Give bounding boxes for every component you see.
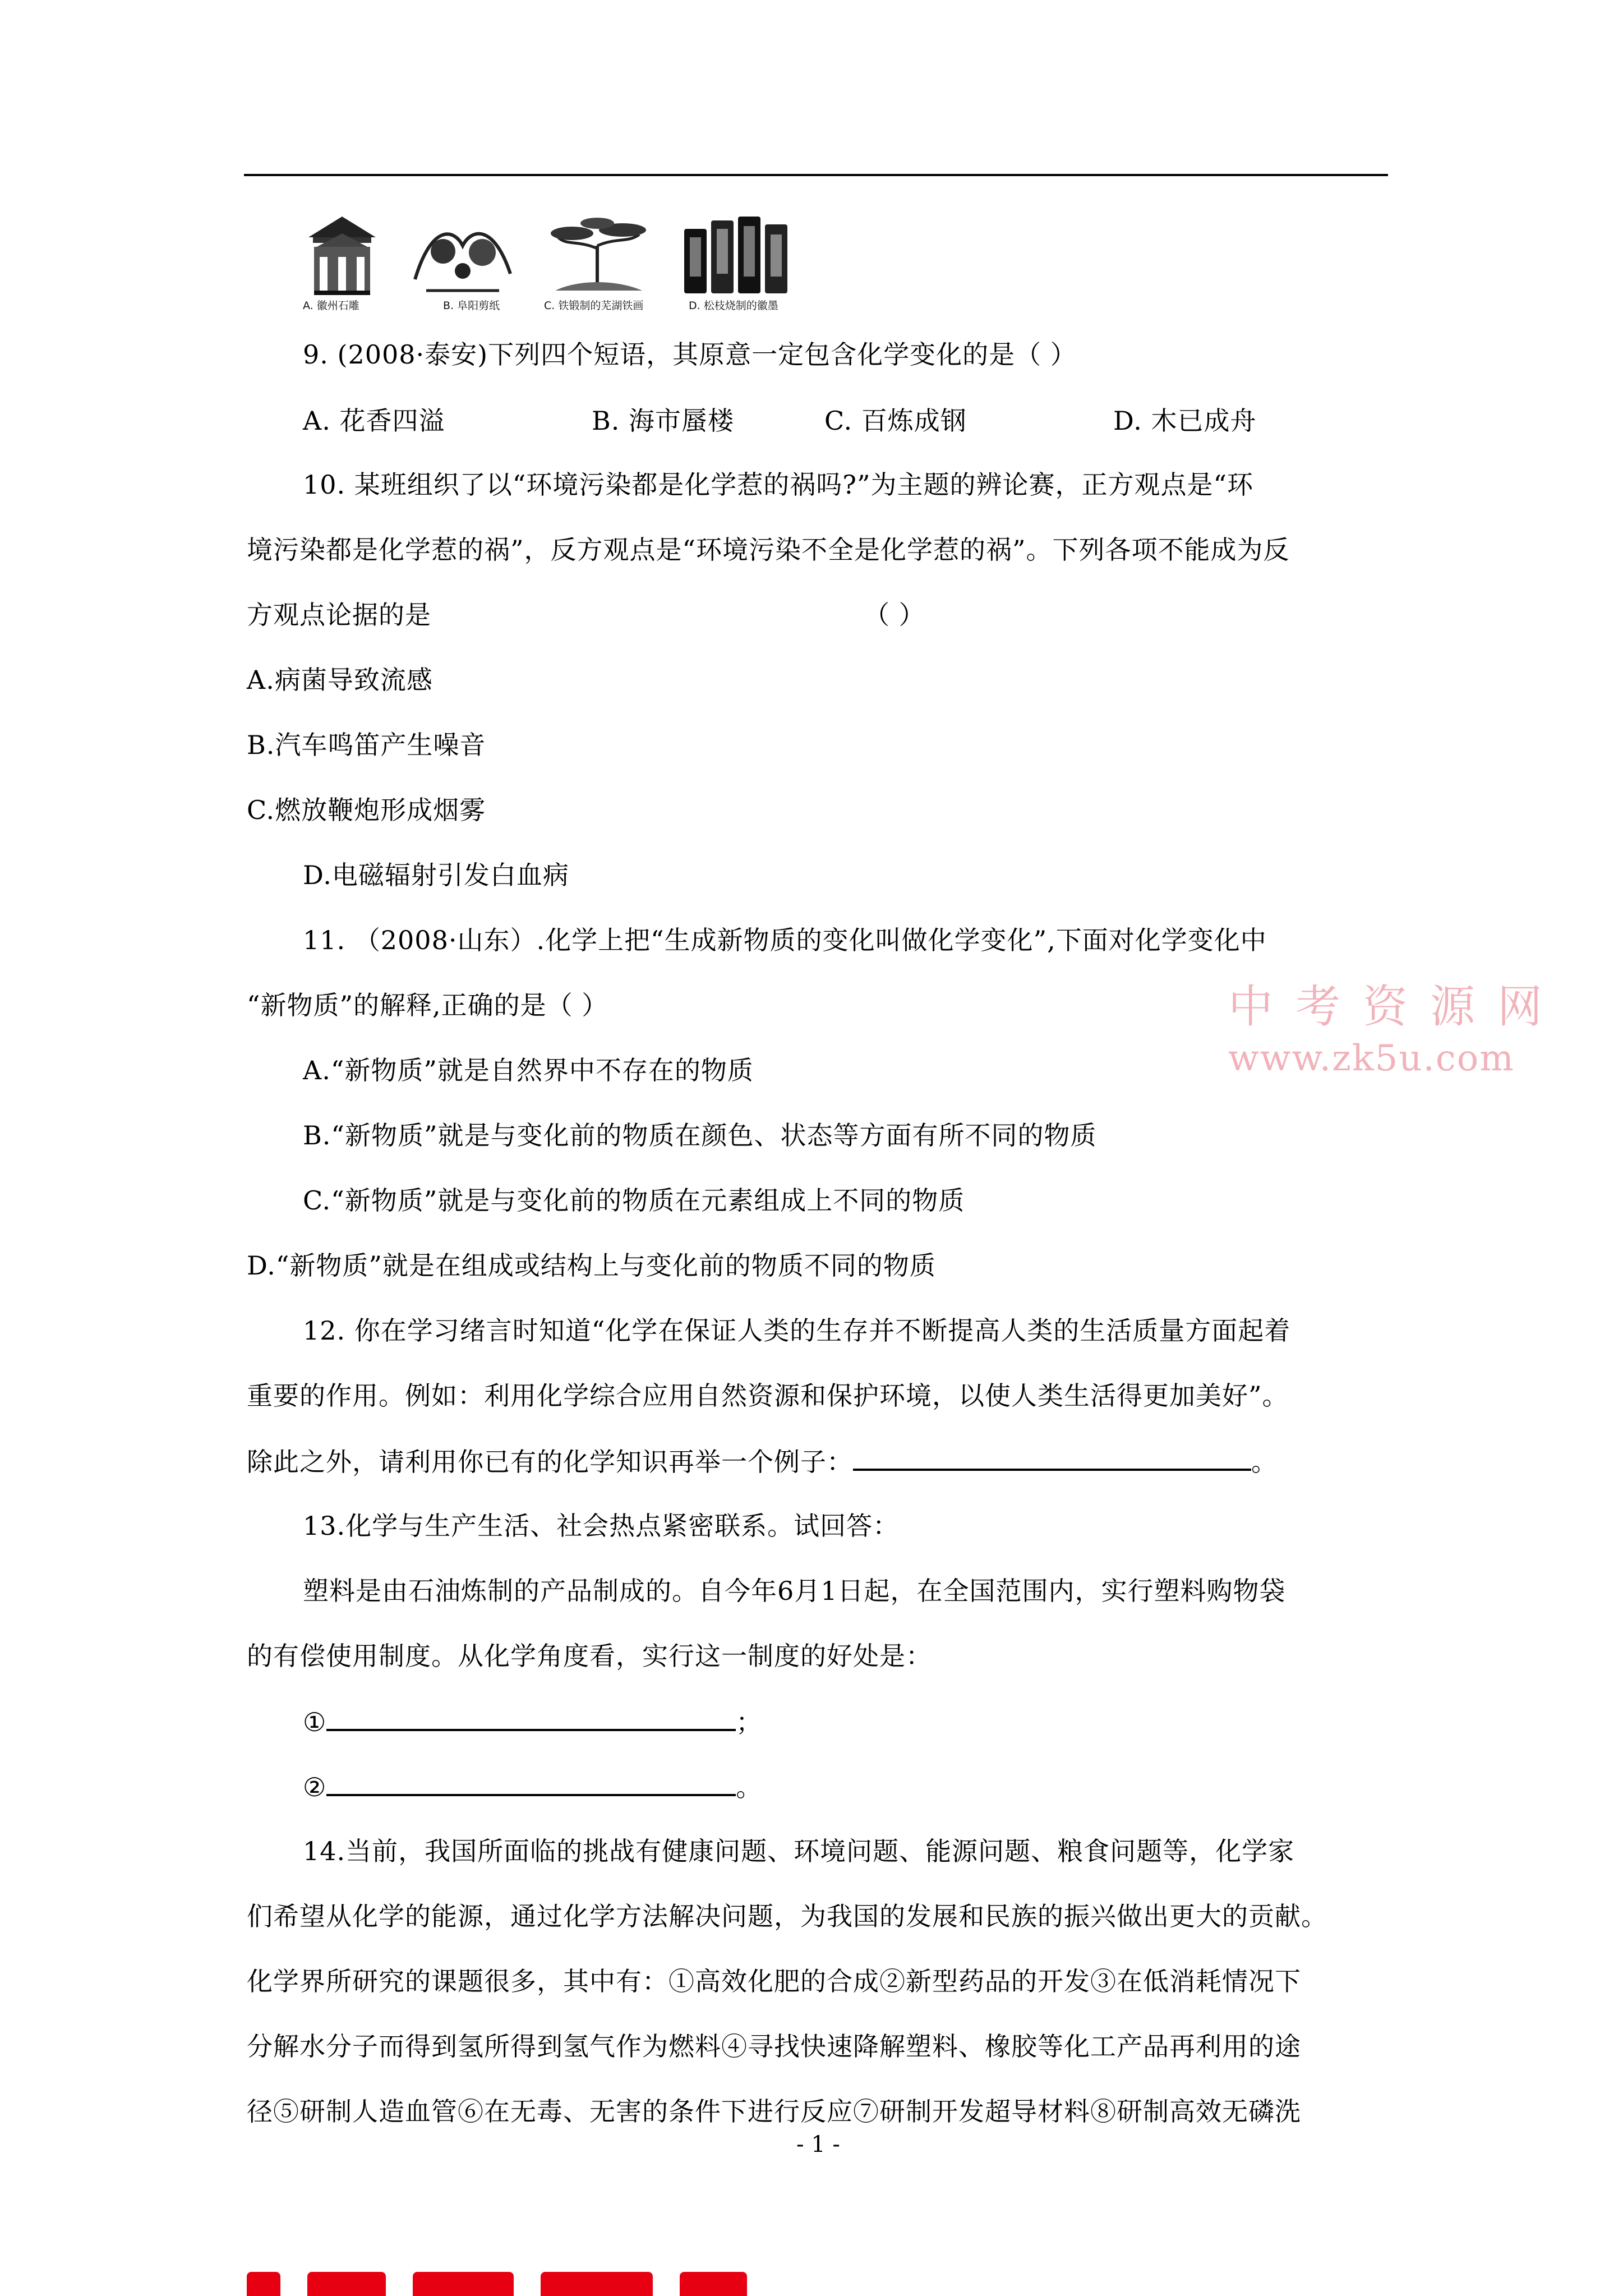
q10-option-d: D.电磁辐射引发白血病: [303, 860, 569, 890]
q13-end-2: 。: [736, 1772, 763, 1802]
question-12-line-1: 12. 你在学习绪言时知道“化学在保证人类的生存并不断提高人类的生活质量方面起着: [303, 1315, 1291, 1346]
q9-option-d: D. 木已成舟: [1113, 406, 1257, 436]
question-10-line-3: 方观点论据的是: [247, 600, 431, 630]
caption-b: B. 阜阳剪纸: [443, 300, 500, 312]
iron-painting-illustration: [544, 212, 651, 296]
q10-option-b: B.汽车鸣笛产生噪音: [247, 730, 486, 760]
q13-marker-1: ①: [303, 1707, 327, 1737]
question-11-line-1: 11. （2008·山东）.化学上把“生成新物质的变化叫做化学变化”,下面对化学变化中: [303, 925, 1267, 955]
watermark-url: www.zk5u.com: [1228, 1038, 1515, 1079]
question-14-line-1: 14.当前，我国所面临的挑战有健康问题、环境问题、能源问题、粮食问题等，化学家: [303, 1836, 1295, 1866]
q12-answer-blank[interactable]: [853, 1444, 1251, 1471]
ink-sticks-illustration: [679, 212, 791, 296]
q11-option-b: B.“新物质”就是与变化前的物质在颜色、状态等方面有所不同的物质: [303, 1120, 1097, 1151]
watermark-chinese: 中考资源网: [1228, 981, 1565, 1033]
question-9: 9. (2008·泰安)下列四个短语，其原意一定包含化学变化的是（ ）: [303, 339, 1077, 370]
question-14-line-3: 化学界所研究的课题很多，其中有：①高效化肥的合成②新型药品的开发③在低消耗情况下: [247, 1966, 1301, 1996]
caption-c: C. 铁锻制的芜湖铁画: [544, 300, 644, 312]
q11-option-c: C.“新物质”就是与变化前的物质在元素组成上不同的物质: [303, 1185, 965, 1216]
q10-option-c: C.燃放鞭炮形成烟雾: [247, 795, 486, 825]
illustration-strip: [303, 212, 808, 319]
question-11-line-2: “新物质”的解释,正确的是（ ）: [247, 990, 608, 1020]
question-13-line-1: 13.化学与生产生活、社会热点紧密联系。试回答：: [303, 1511, 900, 1541]
q13-answer-blank-2[interactable]: [326, 1769, 736, 1796]
page-number: - 1 -: [796, 2132, 840, 2157]
caption-d: D. 松枝烧制的徽墨: [689, 300, 778, 312]
q11-option-d: D.“新物质”就是在组成或结构上与变化前的物质不同的物质: [247, 1250, 936, 1281]
q9-option-a: A. 花香四溢: [303, 406, 445, 436]
q11-option-a: A.“新物质”就是自然界中不存在的物质: [303, 1055, 754, 1085]
question-14-line-2: 们希望从化学的能源，通过化学方法解决问题，为我国的发展和民族的振兴做出更大的贡献。: [247, 1901, 1327, 1931]
question-10-paren: （ ）: [864, 600, 925, 630]
question-14-line-4: 分解水分子而得到氢所得到氢气作为燃料④寻找快速降解塑料、橡胶等化工产品再利用的途: [247, 2031, 1301, 2062]
question-12-line-3: [247, 1444, 1278, 1479]
q13-answer-1: [303, 1704, 762, 1739]
q10-option-a: A.病菌导致流感: [247, 665, 433, 695]
q13-answer-blank-1[interactable]: [326, 1704, 736, 1731]
stone-carving-illustration: [303, 212, 381, 296]
red-banner-fragment: [247, 2272, 808, 2296]
question-14-line-5: 径⑤研制人造血管⑥在无毒、无害的条件下进行反应⑦研制开发超导材料⑧研制高效无磷洗: [247, 2096, 1301, 2127]
q13-end-1: ；: [736, 1707, 763, 1737]
caption-a: A. 徽州石雕: [303, 300, 359, 312]
q13-marker-2: ②: [303, 1772, 327, 1802]
q12-end: 。: [1251, 1447, 1278, 1477]
question-12-text: 除此之外，请利用你已有的化学知识再举一个例子：: [247, 1447, 853, 1477]
question-10-line-1: 10. 某班组织了以“环境污染都是化学惹的祸吗?”为主题的辨论赛，正方观点是“环: [303, 470, 1253, 500]
header-rule: [244, 174, 1388, 176]
question-13-line-3: 的有偿使用制度。从化学角度看，实行这一制度的好处是：: [247, 1641, 932, 1671]
q9-option-c: C. 百炼成钢: [824, 406, 967, 436]
q13-answer-2: [303, 1769, 762, 1804]
question-10-line-2: 境污染都是化学惹的祸”，反方观点是“环境污染不全是化学惹的祸”。下列各项不能成为反: [247, 535, 1290, 565]
paper-cut-illustration: [409, 212, 516, 296]
question-12-line-2: 重要的作用。例如：利用化学综合应用自然资源和保护环境，以使人类生活得更加美好”。: [247, 1381, 1289, 1411]
q9-option-b: B. 海市蜃楼: [592, 406, 735, 436]
question-13-line-2: 塑料是由石油炼制的产品制成的。自今年6月1日起，在全国范围内，实行塑料购物袋: [303, 1576, 1286, 1606]
